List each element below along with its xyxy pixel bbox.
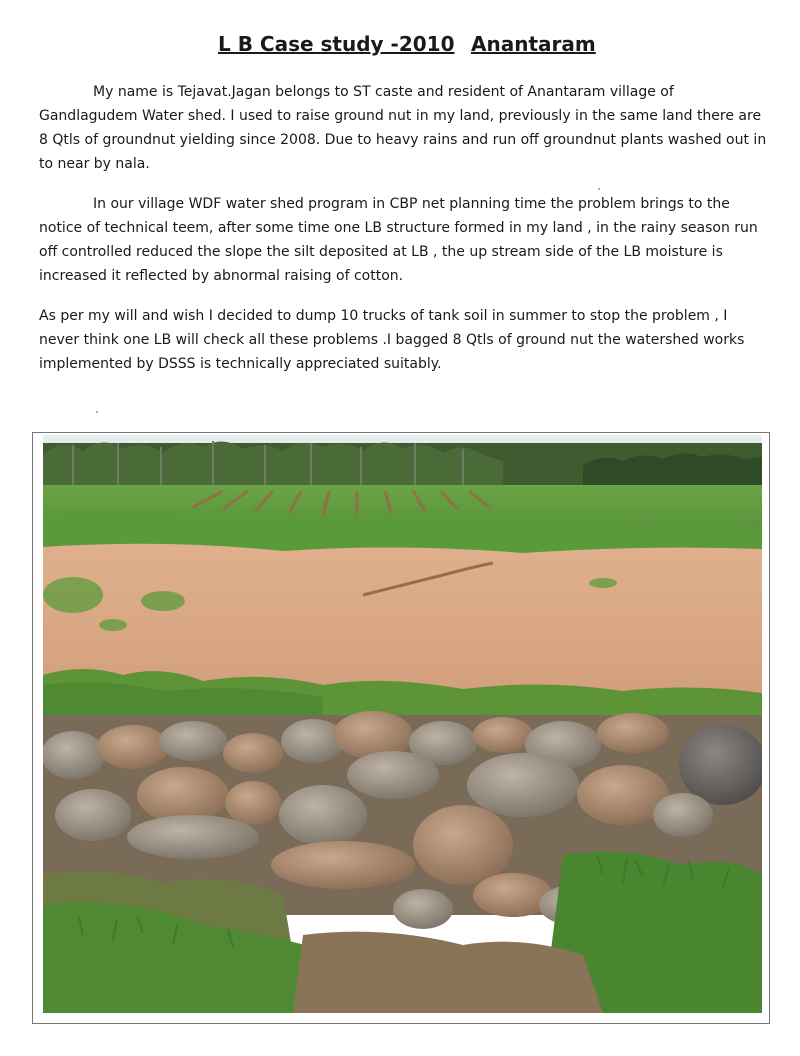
paragraph-2: In our village WDF water shed program in CBP net planning time the problem brings to the notice of technical teem, after some time one LB structure formed in my land , in the rainy season run off controlled reduced the slope the silt deposited at LB , the up stream side of the LB moisture is increased it reflected by abnormal raising of cotton.	[39, 196, 758, 284]
paragraph-3: As per my will and wish I decided to dump 10 trucks of tank soil in summer to stop the problem , I never think one LB will check all these problems .I bagged 8 Qtls of ground nut the watershed works implemented by DSSS is technically appreciated suitably.	[39, 308, 745, 372]
title-row	[0, 32, 800, 62]
paragraph-1: My name is Tejavat.Jagan belongs to ST caste and resident of Anantaram village of Gandlagudem Water shed. I used to raise ground nut in my land, previously in the same land there are 8 Qtls of groundnut yielding since 2008. Due to heavy rains and run off groundnut plants washed out in to near by nala.	[39, 84, 767, 172]
field-photo	[43, 435, 762, 1013]
scan-speck	[598, 188, 600, 190]
village-name: Anantaram	[471, 32, 596, 56]
document-title: L B Case study -2010	[218, 32, 455, 56]
scan-speck	[96, 411, 98, 413]
photo-frame	[32, 432, 770, 1024]
